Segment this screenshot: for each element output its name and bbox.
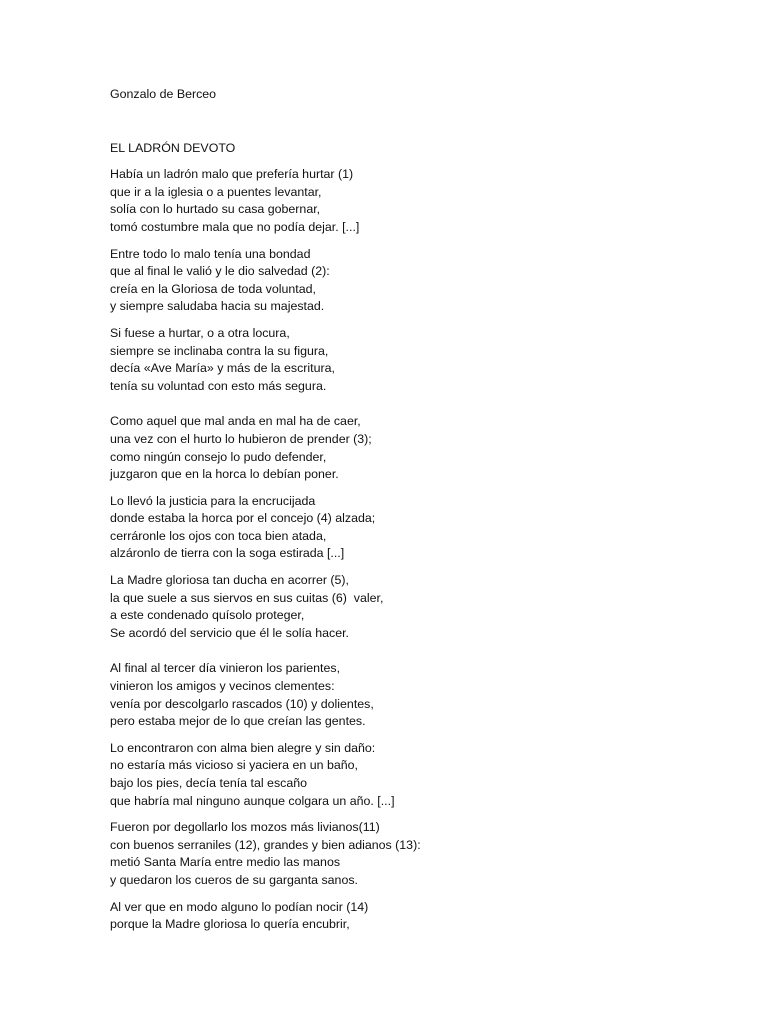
- verse-line: una vez con el hurto lo hubieron de prender (3);: [110, 431, 372, 446]
- stanza: [110, 740, 710, 810]
- verse-line: venía por descolgarlo rascados (10) y dolientes,: [110, 696, 374, 711]
- document-content: [110, 86, 710, 943]
- verse-line: donde estaba la horca por el concejo (4) alzada;: [110, 511, 376, 526]
- verse-line: decía «Ave María» y más de la escritura,: [110, 361, 335, 376]
- verse-line: y siempre saludaba hacia su majestad.: [110, 299, 325, 314]
- verse-line: solía con lo hurtado su casa gobernar,: [110, 202, 321, 217]
- verse-line: Si fuese a hurtar, o a otra locura,: [110, 325, 290, 340]
- verse-line: metió Santa María entre medio las manos: [110, 855, 341, 870]
- verse-line: alzáronlo de tierra con la soga estirada [...]: [110, 546, 345, 561]
- author-name: Gonzalo de Berceo: [110, 87, 217, 101]
- stanza: [110, 325, 710, 395]
- verse-line: a este condenado quísolo proteger,: [110, 608, 305, 623]
- verse-line: no estaría más vicioso si yaciera en un baño,: [110, 758, 358, 773]
- verse-line: Había un ladrón malo que prefería hurtar (1): [110, 167, 354, 182]
- verse-line: Se acordó del servicio que él le solía hacer.: [110, 625, 350, 640]
- verse-line: La Madre gloriosa tan ducha en acorrer (5),: [110, 573, 349, 588]
- verse-line: Entre todo lo malo tenía una bondad: [110, 246, 311, 261]
- stanza: [110, 166, 710, 236]
- verse-line: con buenos serraniles (12), grandes y bien adianos (13):: [110, 837, 421, 852]
- verse-line: creía en la Gloriosa de toda voluntad,: [110, 281, 316, 296]
- verse-line: Como aquel que mal anda en mal ha de caer,: [110, 414, 361, 429]
- verse-line: Al ver que en modo alguno lo podían nocir (14): [110, 899, 369, 914]
- verse-line: como ningún consejo lo pudo defender,: [110, 449, 327, 464]
- poem-title: EL LADRÓN DEVOTO: [110, 140, 236, 155]
- stanza: [110, 572, 710, 642]
- verse-line: y quedaron los cueros de su garganta sanos.: [110, 872, 358, 887]
- stanza: [110, 819, 710, 889]
- stanza: [110, 660, 710, 730]
- verse-line: que habría mal ninguno aunque colgara un año. [...]: [110, 793, 395, 808]
- stanza: [110, 413, 710, 483]
- verse-line: porque la Madre gloriosa lo quería encubrir,: [110, 917, 350, 932]
- verse-line: Lo encontraron con alma bien alegre y sin daño:: [110, 740, 376, 755]
- verse-line: Lo llevó la justicia para la encrucijada: [110, 493, 316, 508]
- verse-line: tomó costumbre mala que no podía dejar. [...]: [110, 219, 360, 234]
- verse-line: pero estaba mejor de lo que creían las gentes.: [110, 714, 366, 729]
- verse-line: vinieron los amigos y vecinos clementes:: [110, 679, 335, 694]
- verse-line: juzgaron que en la horca lo debían poner.: [110, 467, 339, 482]
- verse-line: que ir a la iglesia o a puentes levantar,: [110, 184, 322, 199]
- verse-line: bajo los pies, decía tenía tal escaño: [110, 776, 308, 790]
- verse-line: cerráronle los ojos con toca bien atada,: [110, 528, 327, 543]
- verse-line: que al final le valió y le dio salvedad (2):: [110, 264, 330, 279]
- verse-line: la que suele a sus siervos en sus cuitas (6) valer,: [110, 590, 384, 605]
- stanza: [110, 899, 710, 934]
- stanza: [110, 246, 710, 316]
- verse-line: tenía su voluntad con esto más segura.: [110, 378, 327, 393]
- verse-line: siempre se inclinaba contra la su figura,: [110, 343, 329, 358]
- verse-line: Al final al tercer día vinieron los parientes,: [110, 661, 341, 676]
- verse-line: Fueron por degollarlo los mozos más livianos(11): [110, 820, 380, 835]
- stanza: [110, 493, 710, 563]
